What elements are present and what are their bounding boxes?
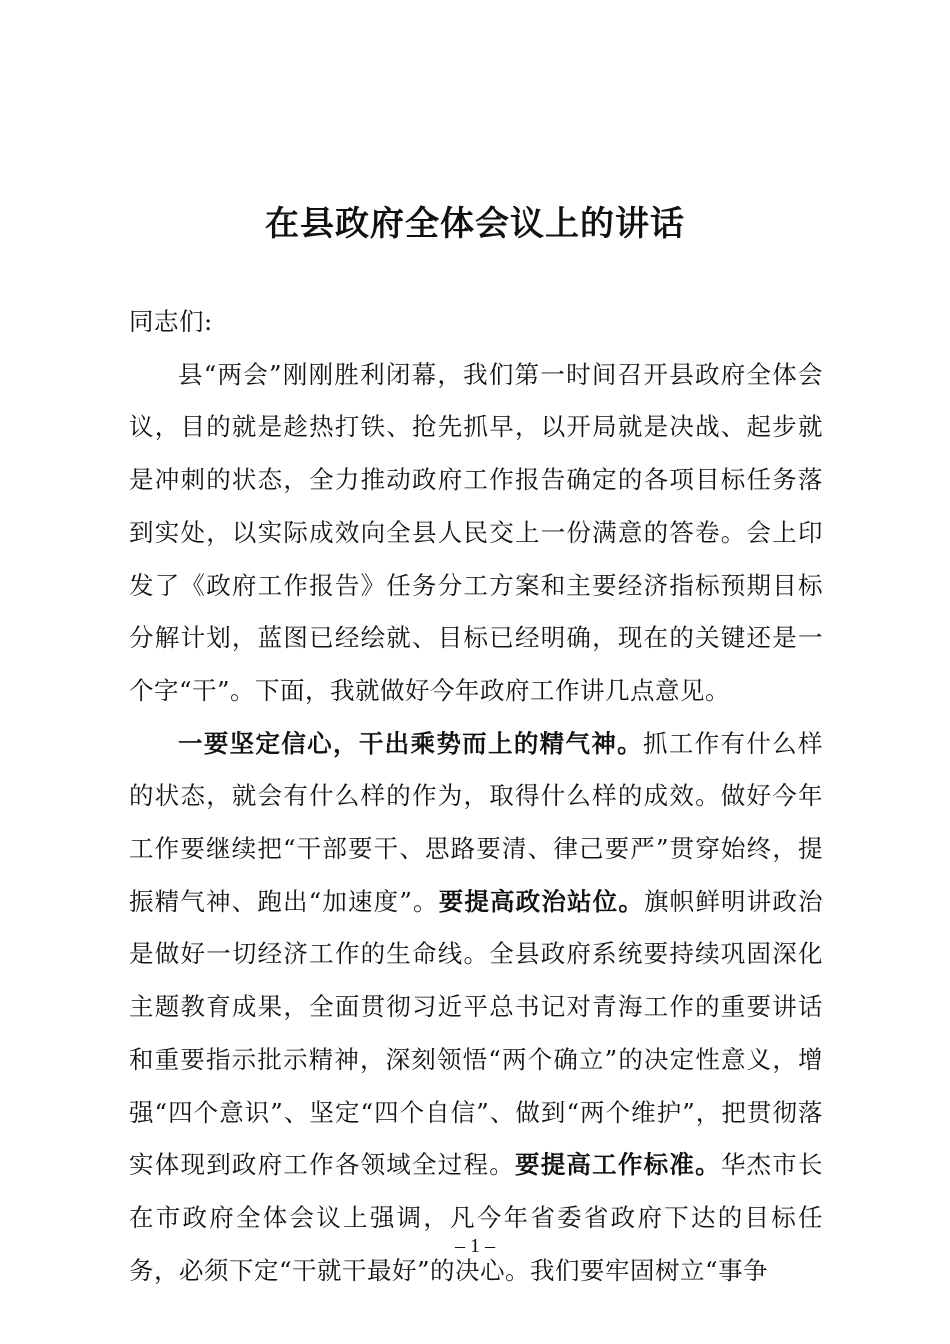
subheading-political: 要提高政治站位。 (438, 886, 645, 916)
document-body (129, 296, 823, 1297)
salutation: 同志们: (129, 307, 213, 336)
standard-text: 华杰市长在市政府全体会议上强调，凡今年省委省政府下达的目标任务，必须下定“干就干最好”的决心。我们要牢固树立“事争 (129, 1150, 824, 1285)
page-number: – 1 – (455, 1235, 495, 1257)
paragraph-intro: 县“两会”刚刚胜利闭幕，我们第一时间召开县政府全体会议，目的就是趁热打铁、抢先抓早，以开局就是决战、起步就是冲刺的状态，全力推动政府工作报告确定的各项目标任务落到实处，以实际成效向全县人民交上一份满意的答卷。会上印发了《政府工作报告》任务分工方案和主要经济指标预期目标分解计划，蓝图已经绘就、目标已经明确，现在的关键还是一个字“干”。下面，我就做好今年政府工作讲几点意见。 (129, 359, 823, 705)
section-text: 抓工作有什么样的状态，就会有什么样的作为，取得什么样的成效。做好今年工作要继续把“干部要干、思路要清、律己要严”贯穿始终，提振精气神、跑出“加速度”。 (129, 728, 823, 916)
document-title: 在县政府全体会议上的讲话 (265, 204, 685, 244)
section-heading: 一要坚定信心，干出乘势而上的精气神。 (178, 728, 643, 758)
subheading-standard: 要提高工作标准。 (514, 1150, 721, 1180)
paragraph-section-one (129, 718, 823, 1298)
political-text: 旗帜鲜明讲政治是做好一切经济工作的生命线。全县政府系统要持续巩固深化主题教育成果，全面贯彻习近平总书记对青海工作的重要讲话和重要指示批示精神，深刻领悟“两个确立”的决定性意义，增强“四个意识”、坚定“四个自信”、做到“两个维护”，把贯彻落实体现到政府工作各领域全过程。 (129, 886, 824, 1180)
